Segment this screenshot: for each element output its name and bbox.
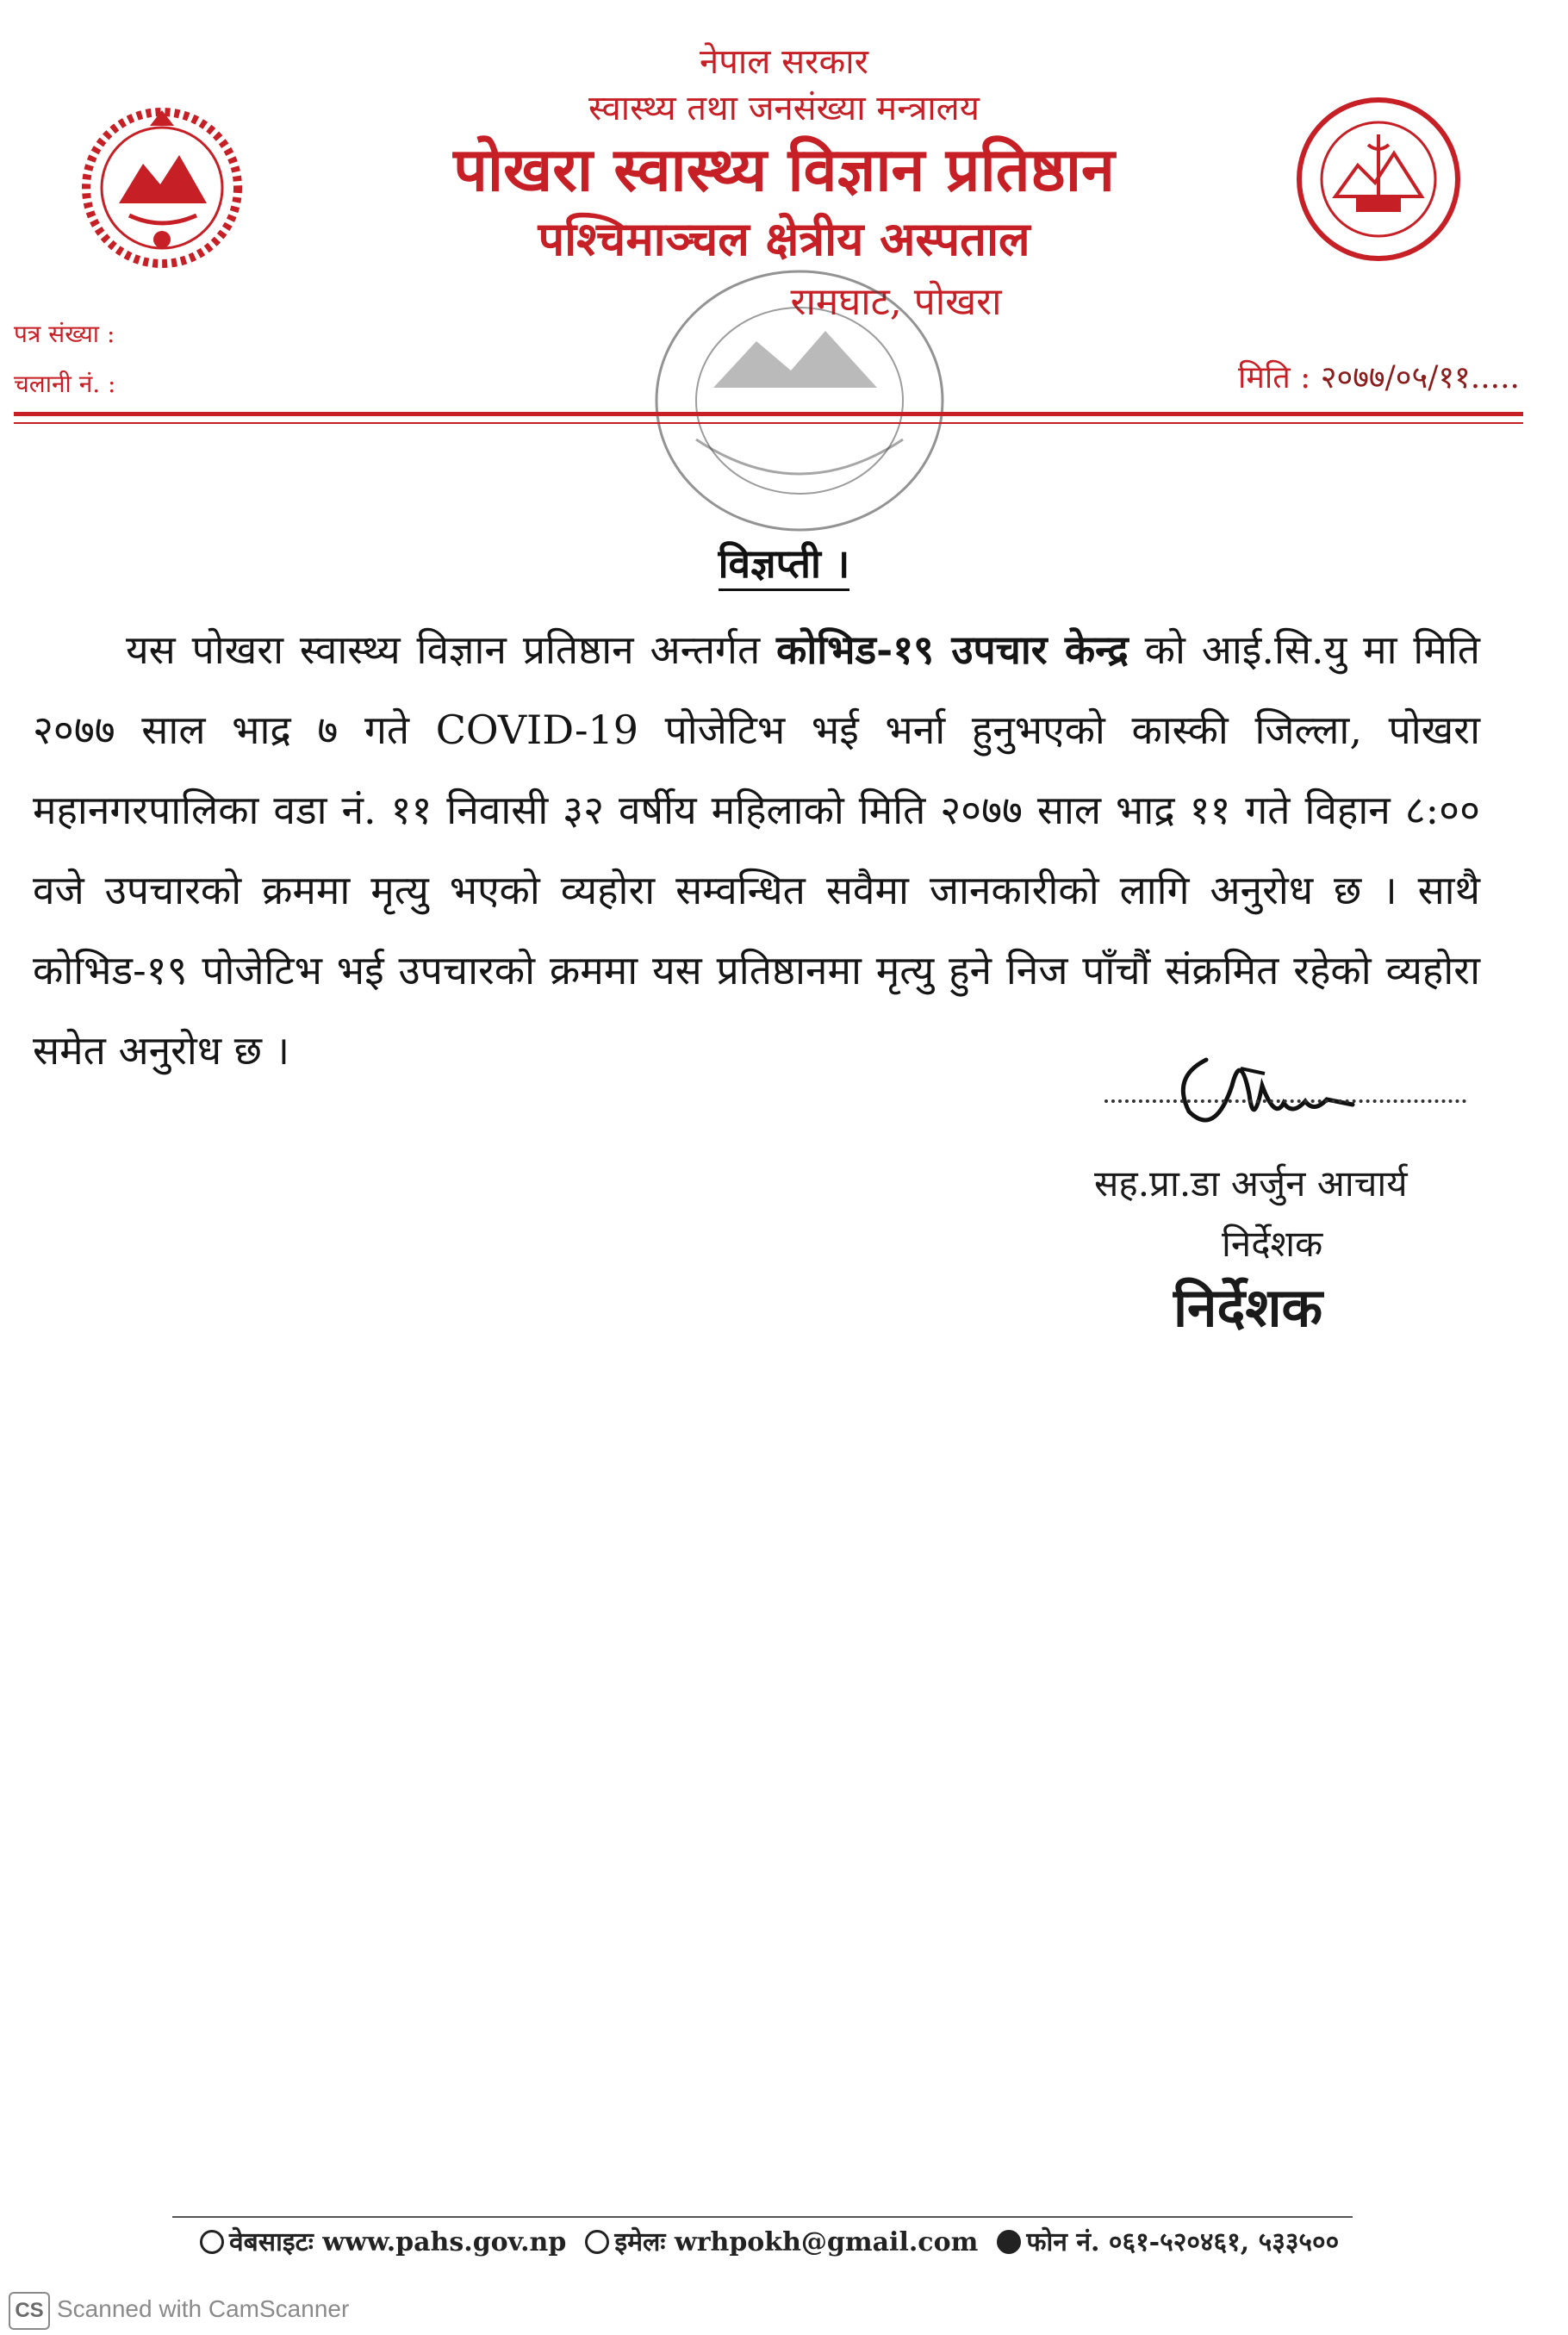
website-link[interactable]: www.pahs.gov.np [322, 2227, 567, 2257]
signature-line [1104, 1099, 1466, 1103]
signature-icon [1154, 1034, 1370, 1146]
header-rule-thin [14, 422, 1523, 424]
email-icon [585, 2230, 609, 2254]
dispatch-number-label: चलानी नं. : [14, 370, 116, 398]
notice-text-bold: कोभिड-१९ उपचार केन्द्र [776, 626, 1129, 673]
letter-number-label: पत्र संख्या : [14, 320, 115, 348]
notice-text-part2: को आई.सि.यु मा मिति २०७७ साल भाद्र ७ गते COVID-19 पोजेटिभ भई भर्ना हुनुभएको कास्की जिल्ला, पोखरा महानगरपालिका वडा नं. ११ निवासी ३२ वर्षीय महिलाको मिति २०७७ साल भाद्र ११ गते विहान ८:०० वजे उपचारको क्रममा मृत्यु भएको व्यहोरा सम्वन्धित सवैमा जानकारीको लागि अनुरोध छ । साथै कोभिड-१९ पोजेटिभ भई उपचारको क्रममा यस प्रतिष्ठानमा मृत्यु हुने निज पाँचौं संक्रमित रहेको व्यहोरा समेत अनुरोध छ । [33, 626, 1480, 1074]
footer-rule [172, 2216, 1353, 2218]
ministry-name: स्वास्थ्य तथा जनसंख्या मन्त्रालय [588, 89, 980, 128]
notice-title: विज्ञप्ती । [0, 536, 1568, 589]
institute-name: पोखरा स्वास्थ्य विज्ञान प्रतिष्ठान [453, 134, 1115, 205]
government-name: नेपाल सरकार [700, 42, 868, 82]
globe-icon [200, 2230, 224, 2254]
camscanner-watermark [9, 2292, 349, 2330]
website-label: वेबसाइटः [229, 2227, 314, 2257]
notice-text-part1: यस पोखरा स्वास्थ्य विज्ञान प्रतिष्ठान अन्तर्गत [126, 626, 777, 673]
office-stamp-icon [644, 258, 955, 543]
date-label: मिति : [1238, 360, 1311, 395]
signatory-role: निर्देशक [1222, 1223, 1323, 1265]
email-label: इमेलः [614, 2227, 666, 2257]
email-link[interactable]: wrhpokh@gmail.com [674, 2227, 979, 2257]
watermark-text: Scanned with CamScanner [57, 2295, 350, 2322]
phone-number: ०६१-५२०४६१, ५३३५०० [1108, 2227, 1340, 2257]
hospital-name: पश्चिमाञ्चल क्षेत्रीय अस्पताल [538, 211, 1030, 266]
header-rule-thick [14, 412, 1523, 416]
hospital-location: रामघाट, पोखरा [790, 280, 1002, 324]
signatory-name: सह.प्रा.डा अर्जुन आचार्य [1094, 1162, 1408, 1205]
footer-contact [200, 2223, 1339, 2258]
date-row [1238, 355, 1520, 397]
phone-label: फोन नं. [1026, 2227, 1100, 2257]
phone-icon [997, 2230, 1021, 2254]
director-stamp: निर्देशक [1173, 1276, 1323, 1339]
camscanner-logo-icon: CS [9, 2292, 50, 2330]
notice-body [33, 610, 1480, 1091]
date-value: २०७७/०५/११..... [1320, 360, 1520, 395]
